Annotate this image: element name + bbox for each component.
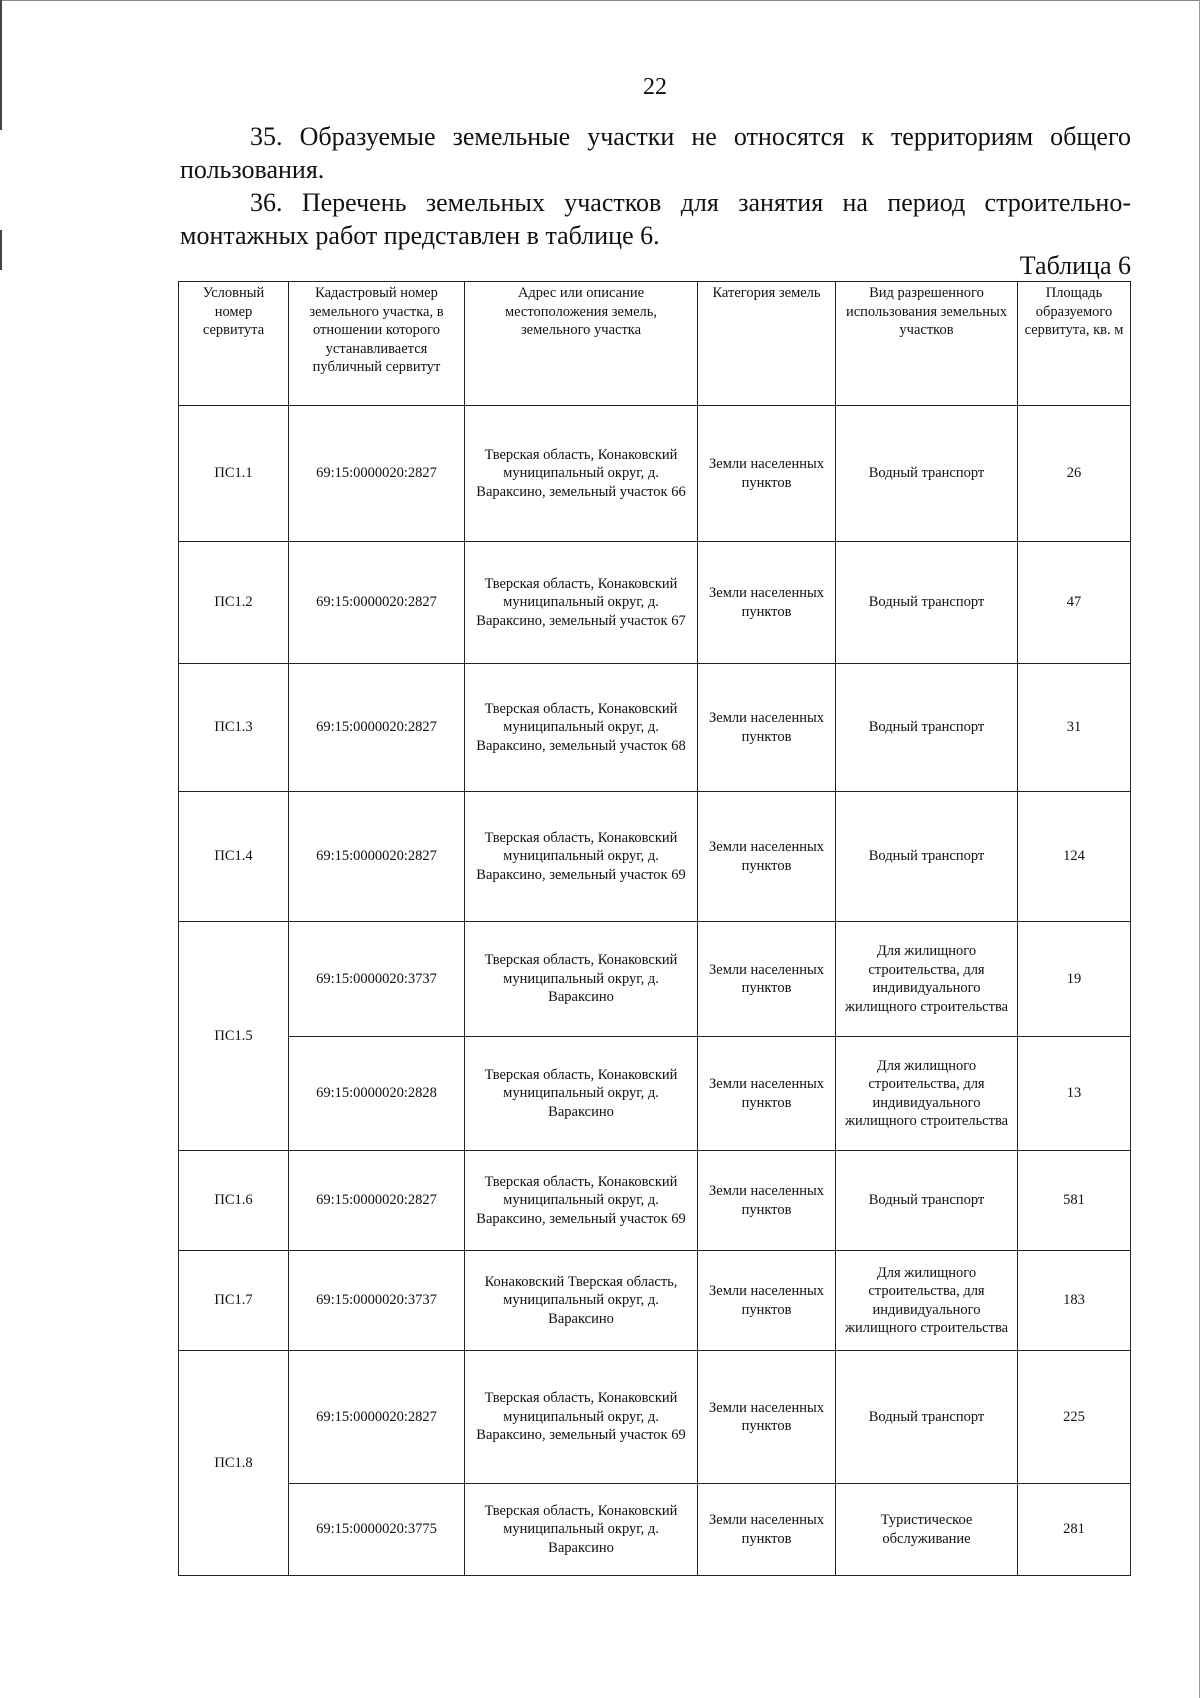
table-row	[179, 1251, 1131, 1351]
cell-land-category: Земли населенных пунктов	[698, 406, 836, 542]
cell-permitted-use: Туристическое обслуживание	[836, 1484, 1018, 1576]
cell-permitted-use: Водный транспорт	[836, 1151, 1018, 1251]
cell-servitude-number: ПС1.2	[179, 542, 289, 664]
cell-servitude-number: ПС1.1	[179, 406, 289, 542]
cell-permitted-use: Водный транспорт	[836, 792, 1018, 922]
scan-top-edge	[0, 0, 1200, 1]
table-row	[179, 922, 1131, 1037]
header-servitude-number: Условный номер сервитута	[179, 282, 289, 406]
cell-address: Конаковский Тверская область, муниципальный округ, д. Вараксино	[465, 1251, 698, 1351]
cell-servitude-number: ПС1.7	[179, 1251, 289, 1351]
cell-permitted-use: Для жилищного строительства, для индивидуального жилищного строительства	[836, 1251, 1018, 1351]
cell-area: 31	[1018, 664, 1131, 792]
paragraph-36-line-2: монтажных работ представлен в таблице 6.	[180, 221, 660, 250]
cell-permitted-use: Для жилищного строительства, для индивидуального жилищного строительства	[836, 922, 1018, 1037]
paragraph-35-line-2: пользования.	[180, 155, 325, 184]
header-area: Площадь образуемого сервитута, кв. м	[1018, 282, 1131, 406]
cell-cadastral-number: 69:15:0000020:3775	[289, 1484, 465, 1576]
table-header-row	[179, 282, 1131, 406]
cell-land-category: Земли населенных пунктов	[698, 1351, 836, 1484]
cell-permitted-use: Для жилищного строительства, для индивидуального жилищного строительства	[836, 1037, 1018, 1151]
table-caption: Таблица 6	[1019, 251, 1131, 280]
cell-permitted-use: Водный транспорт	[836, 406, 1018, 542]
cell-servitude-number: ПС1.6	[179, 1151, 289, 1251]
header-address: Адрес или описание местоположения земель, земельного участка	[465, 282, 698, 406]
header-land-category: Категория земель	[698, 282, 836, 406]
cell-land-category: Земли населенных пунктов	[698, 1484, 836, 1576]
cell-address: Тверская область, Конаковский муниципальный округ, д. Вараксино, земельный участок 69	[465, 1151, 698, 1251]
cell-cadastral-number: 69:15:0000020:2827	[289, 792, 465, 922]
cell-cadastral-number: 69:15:0000020:2827	[289, 406, 465, 542]
header-cadastral-number: Кадастровый номер земельного участка, в отношении которого устанавливается публичный сервитут	[289, 282, 465, 406]
cell-land-category: Земли населенных пунктов	[698, 542, 836, 664]
cell-land-category: Земли населенных пунктов	[698, 1251, 836, 1351]
table-row	[179, 1351, 1131, 1484]
cell-land-category: Земли населенных пунктов	[698, 1037, 836, 1151]
cell-cadastral-number: 69:15:0000020:2827	[289, 542, 465, 664]
servitude-table	[178, 281, 1131, 1576]
table-row	[179, 542, 1131, 664]
page-number: 22	[643, 74, 667, 100]
cell-cadastral-number: 69:15:0000020:3737	[289, 922, 465, 1037]
cell-area: 281	[1018, 1484, 1131, 1576]
table-row	[179, 664, 1131, 792]
cell-cadastral-number: 69:15:0000020:2827	[289, 664, 465, 792]
cell-servitude-number: ПС1.5	[179, 922, 289, 1151]
header-permitted-use: Вид разрешенного использования земельных участков	[836, 282, 1018, 406]
paragraph-35	[180, 120, 1131, 186]
cell-cadastral-number: 69:15:0000020:2827	[289, 1351, 465, 1484]
paragraph-36	[180, 186, 1131, 252]
cell-area: 581	[1018, 1151, 1131, 1251]
cell-area: 13	[1018, 1037, 1131, 1151]
cell-permitted-use: Водный транспорт	[836, 542, 1018, 664]
paragraph-35-line-1: 35. Образуемые земельные участки не относятся к территориям общего	[250, 122, 1131, 151]
cell-servitude-number: ПС1.8	[179, 1351, 289, 1576]
cell-land-category: Земли населенных пунктов	[698, 664, 836, 792]
table-row	[179, 1484, 1131, 1576]
cell-cadastral-number: 69:15:0000020:2827	[289, 1151, 465, 1251]
cell-area: 47	[1018, 542, 1131, 664]
table-row	[179, 1151, 1131, 1251]
cell-servitude-number: ПС1.3	[179, 664, 289, 792]
cell-land-category: Земли населенных пунктов	[698, 792, 836, 922]
cell-address: Тверская область, Конаковский муниципальный округ, д. Вараксино	[465, 922, 698, 1037]
cell-permitted-use: Водный транспорт	[836, 1351, 1018, 1484]
cell-area: 124	[1018, 792, 1131, 922]
table-row	[179, 1037, 1131, 1151]
cell-area: 183	[1018, 1251, 1131, 1351]
cell-servitude-number: ПС1.4	[179, 792, 289, 922]
cell-address: Тверская область, Конаковский муниципальный округ, д. Вараксино	[465, 1484, 698, 1576]
cell-land-category: Земли населенных пунктов	[698, 922, 836, 1037]
cell-address: Тверская область, Конаковский муниципальный округ, д. Вараксино, земельный участок 67	[465, 542, 698, 664]
cell-address: Тверская область, Конаковский муниципальный округ, д. Вараксино	[465, 1037, 698, 1151]
cell-cadastral-number: 69:15:0000020:2828	[289, 1037, 465, 1151]
cell-address: Тверская область, Конаковский муниципальный округ, д. Вараксино, земельный участок 69	[465, 1351, 698, 1484]
cell-land-category: Земли населенных пунктов	[698, 1151, 836, 1251]
paragraph-36-line-1: 36. Перечень земельных участков для занятия на период строительно-	[250, 188, 1131, 217]
cell-address: Тверская область, Конаковский муниципальный округ, д. Вараксино, земельный участок 69	[465, 792, 698, 922]
cell-address: Тверская область, Конаковский муниципальный округ, д. Вараксино, земельный участок 68	[465, 664, 698, 792]
cell-area: 225	[1018, 1351, 1131, 1484]
table-row	[179, 406, 1131, 542]
cell-cadastral-number: 69:15:0000020:3737	[289, 1251, 465, 1351]
scan-left-edge-mark	[0, 230, 2, 270]
cell-address: Тверская область, Конаковский муниципальный округ, д. Вараксино, земельный участок 66	[465, 406, 698, 542]
cell-permitted-use: Водный транспорт	[836, 664, 1018, 792]
scan-left-edge-mark	[0, 0, 2, 130]
cell-area: 19	[1018, 922, 1131, 1037]
table-row	[179, 792, 1131, 922]
cell-area: 26	[1018, 406, 1131, 542]
